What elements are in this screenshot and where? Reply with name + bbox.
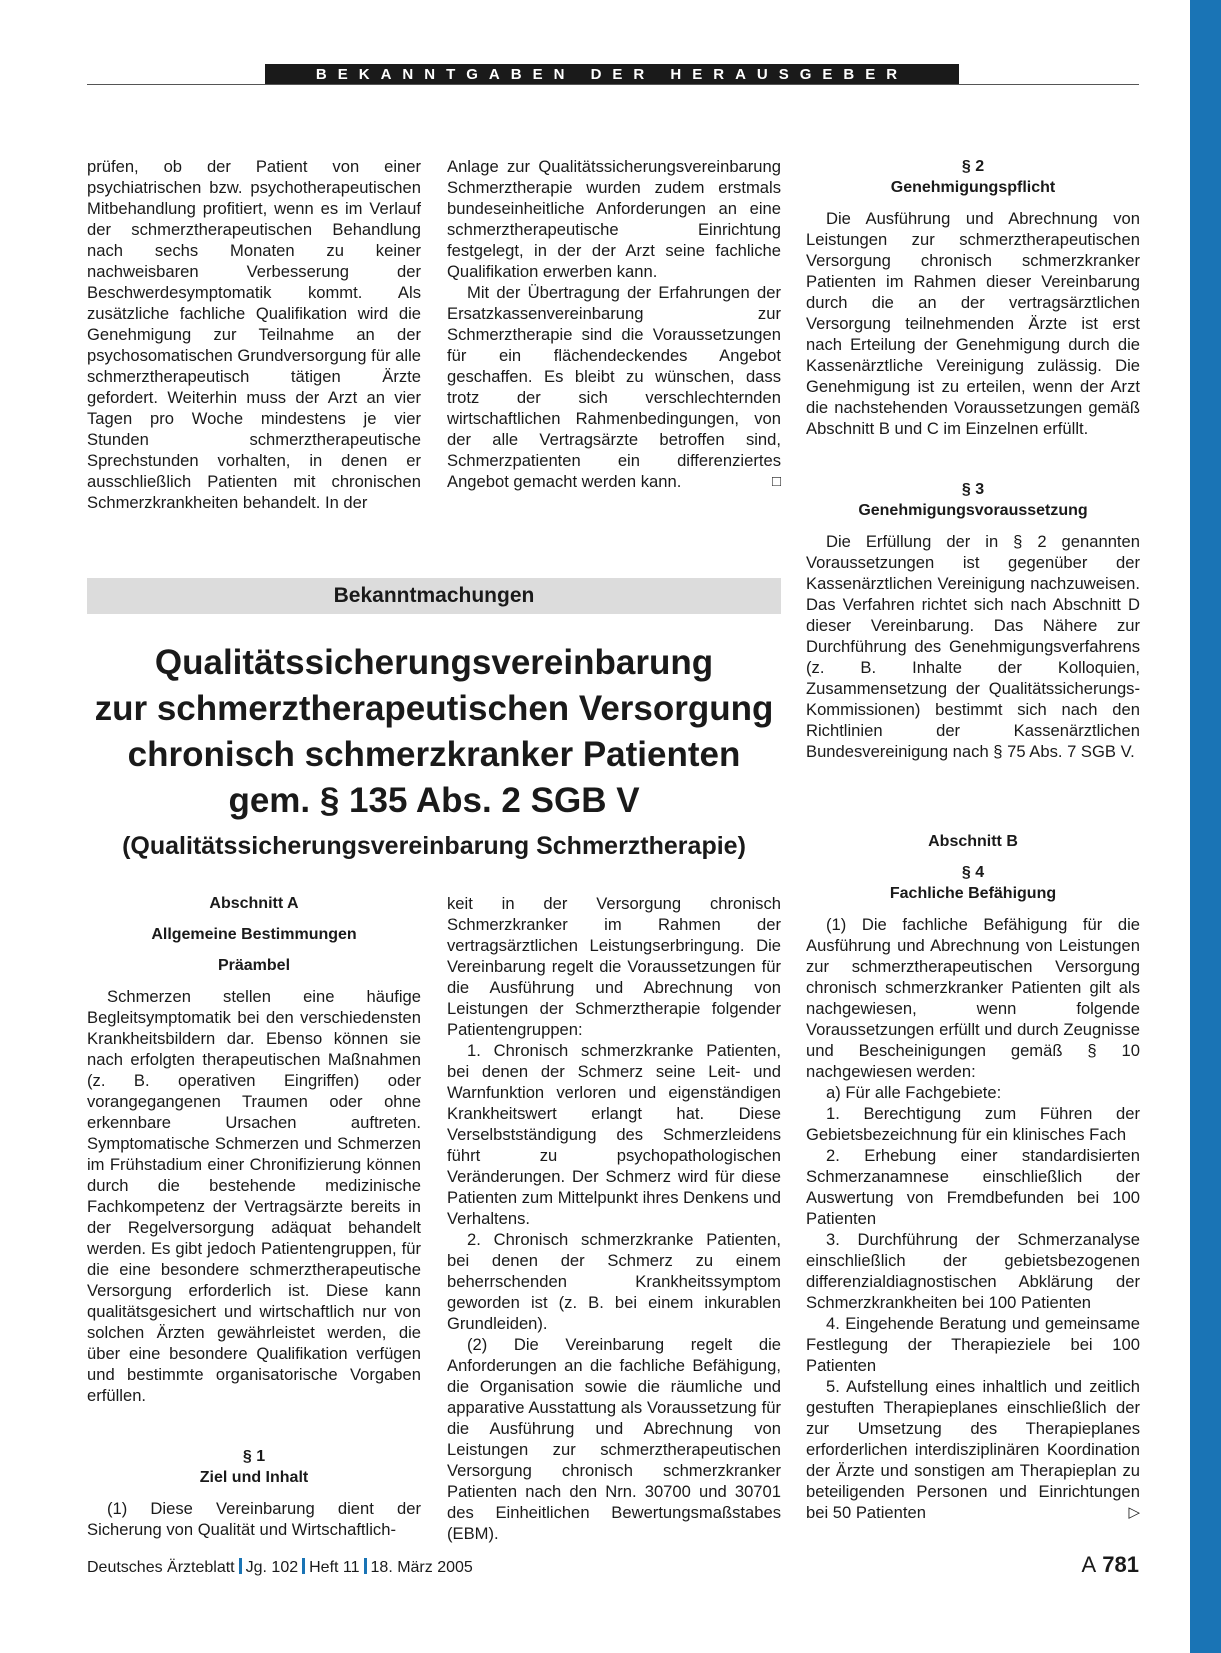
section-number: § 1 xyxy=(242,1448,266,1465)
paragraph: (2) Die Vereinbarung regelt die Anforderungen an die fachliche Befähigung, die Organisation sowie die räumliche und apparative Ausstattung als Voraussetzung für die Ausführung und Abrechnung von Leistungen zur schmerztherapeutischen Versorgung chronisch schmerzkranker Patienten nach den Nrn. 30700 und 30701 des Einheitlichen Bewertungsmaßstabes (EBM). xyxy=(447,1335,781,1543)
section-title: Genehmigungsvoraussetzung xyxy=(858,502,1088,519)
praeambel-heading: Präambel xyxy=(217,957,291,974)
section-title: Fachliche Befähigung xyxy=(889,885,1057,902)
paragraph-text: Mit der Übertragung der Erfahrungen der Ersatzkassenvereinbarung zur Schmerztherapie sind die Voraussetzungen für ein flächendeckendes Angebot geschaffen. Es bleibt zu wünschen, dass trotz der sich verschlechternden wirtschaftlichen Rahmenbedingungen, von der alle Vertragsärzte betroffen sind, Schmerzpatienten ein differenziertes Angebot gemacht werden kann. xyxy=(447,283,781,491)
list-item: 2. Chronisch schmerzkranke Patienten, bei denen der Schmerz zu einem beherrschenden Krankheitssymptom geworden ist (z. B. bei einem inkurablen Grundleiden). xyxy=(447,1230,781,1333)
column-top-middle xyxy=(447,156,781,492)
list-item: 2. Erhebung einer standardisierten Schmerzanamnese einschließlich der Auswertung von Fremdbefunden bei 100 Patienten xyxy=(806,1146,1140,1228)
paragraph: (1) Diese Vereinbarung dient der Sicherung von Qualität und Wirtschaftlich- xyxy=(87,1499,421,1539)
paragraph: Die Ausführung und Abrechnung von Leistungen zur schmerztherapeutischen Versorgung chronisch schmerzkranker Patienten im Rahmen dieser Vereinbarung durch die an der vertragsärztlichen Versorgung teilnehmenden Ärzte ist erst nach Erteilung der Genehmigung durch die Kassenärztliche Vereinigung zulässig. Die Genehmigung ist zu erteilen, wenn der Arzt die nachstehenden Voraussetzungen gemäß Abschnitt B und C im Einzelnen erfüllt. xyxy=(806,209,1140,438)
column-right-bottom xyxy=(806,831,1140,1523)
section-label-box xyxy=(87,578,781,614)
column-bottom-middle xyxy=(447,893,781,1544)
list-item xyxy=(806,1376,1140,1523)
paragraph: prüfen, ob der Patient von einer psychiatrischen bzw. psychotherapeutischen Mitbehandlung profitiert, wenn es im Verlauf der schmerztherapeutischen Behandlung nach sechs Monaten zu keiner nachweisbaren Verbesserung der Beschwerdesymptomatik kommt. Als zusätzliche fachliche Qualifikation wird die Genehmigung zur Teilnahme an der psychosomatischen Grundversorgung für alle schmerztherapeutisch tätigen Ärzte gefordert. Weiterhin muss der Arzt an vier Tagen pro Woche mindestens je vier Stunden schmerztherapeutische Sprechstunden vorhalten, in denen er ausschließlich Patienten mit chronischen Schmerzkrankheiten behandelt. In der xyxy=(87,157,421,512)
section-number: § 3 xyxy=(961,481,985,498)
list-item: 3. Durchführung der Schmerzanalyse einschließlich der gebietsbezogenen differenzialdiagnostischen Abklärung der Schmerzkrankheiten bei 100 Patienten xyxy=(806,1230,1140,1312)
footer-citation xyxy=(87,1558,473,1577)
page-number xyxy=(1081,1552,1139,1578)
footer-separator xyxy=(239,1558,242,1574)
paragraph: Die Erfüllung der in § 2 genannten Voraussetzungen ist gegenüber der Kassenärztlichen Vereinigung nachzuweisen. Das Verfahren richtet sich nach Abschnitt D dieser Vereinbarung. Das Nähere zur Durchführung des Genehmigungsverfahrens (z. B. Inhalte der Kolloquien, Zusammensetzung der Qualitätssicherungs-Kommissionen) bestimmt sich nach den Richtlinien der Kassenärztlichen Bundesvereinigung nach § 75 Abs. 7 SGB V. xyxy=(806,532,1140,761)
list-item: 1. Chronisch schmerzkranke Patienten, bei denen der Schmerz seine Leit- und Warnfunktion verloren und eigenständigen Krankheitswert erlangt hat. Diese Verselbstständigung des Schmerzleidens führt zu psychopathologischen Veränderungen. Der Schmerz wird für diese Patienten zum Mittelpunkt ihres Denkens und Verhaltens. xyxy=(447,1041,781,1228)
issue: Heft 11 xyxy=(309,1559,360,1576)
section-number: § 4 xyxy=(961,864,985,881)
paragraph: Anlage zur Qualitätssicherungsvereinbarung Schmerztherapie wurden zudem erstmals bundeseinheitliche Anforderungen an eine schmerztherapeutische Einrichtung festgelegt, in der der Arzt seine fachliche Qualifikation erwerben kann. xyxy=(447,157,781,281)
paragraph: (1) Die fachliche Befähigung für die Ausführung und Abrechnung von Leistungen zur schmerztherapeutischen Versorgung chronisch schmerzkranker Patienten gilt als nachgewiesen, wenn folgende Voraussetzungen erfüllt und durch Zeugnisse und Bescheinigungen gemäß § 10 nachgewiesen werden: xyxy=(806,915,1140,1081)
blue-side-bar xyxy=(1190,0,1221,1653)
header-label: BEKANNTGABEN DER HERAUSGEBER xyxy=(315,65,909,83)
continue-arrow-icon: ▷ xyxy=(1128,1504,1140,1521)
page-number-value: 781 xyxy=(1102,1552,1139,1577)
list-item: 4. Eingehende Beratung und gemeinsame Festlegung der Therapieziele bei 100 Patienten xyxy=(806,1314,1140,1375)
journal-name: Deutsches Ärzteblatt xyxy=(87,1559,235,1576)
title-line: Qualitätssicherungsvereinbarung xyxy=(154,643,714,682)
title-line: chronisch schmerzkranker Patienten xyxy=(127,735,741,774)
section-number: § 2 xyxy=(961,158,985,175)
list-item-text: 5. Aufstellung eines inhaltlich und zeitlich gestuften Therapieplanes einschließlich der zur Umsetzung des Therapieplanes erforderlichen interdisziplinären Koordination der Ärzte und sonstigen am Therapieplan zu beteiligenden Personen und Einrichtungen bei 50 Patienten xyxy=(806,1377,1140,1522)
abschnitt-heading: Abschnitt A xyxy=(209,895,299,912)
column-bottom-left xyxy=(87,893,421,1540)
title-line: gem. § 135 Abs. 2 SGB V xyxy=(228,781,640,820)
list-item: 1. Berechtigung zum Führen der Gebietsbezeichnung für ein klinisches Fach xyxy=(806,1104,1140,1144)
subsection-heading: Allgemeine Bestimmungen xyxy=(151,926,357,943)
volume: Jg. 102 xyxy=(245,1559,299,1576)
paragraph xyxy=(447,282,781,492)
footer-separator xyxy=(364,1558,367,1574)
issue-date: 18. März 2005 xyxy=(370,1559,473,1576)
section-label: Bekanntmachungen xyxy=(333,584,535,607)
page-footer xyxy=(87,1552,1139,1580)
footer-separator xyxy=(302,1558,305,1574)
header-rule xyxy=(87,84,1139,85)
section-title: Ziel und Inhalt xyxy=(199,1469,309,1486)
column-right-top xyxy=(806,156,1140,762)
paragraph: keit in der Versorgung chronisch Schmerzkranker im Rahmen der vertragsärztlichen Leistungserbringung. Die Vereinbarung regelt die Voraussetzungen für die Ausführung und Abrechnung von Leistungen der Schmerztherapie folgender Patientengruppen: xyxy=(447,894,781,1039)
document-title xyxy=(87,640,781,824)
document-subtitle: (Qualitätssicherungsvereinbarung Schmerztherapie) xyxy=(122,832,746,860)
paragraph: Schmerzen stellen eine häufige Begleitsymptomatik bei den verschiedensten Krankheitsbildern dar. Ebenso können sie nach erfolgten therapeutischen Maßnahmen (z. B. operativen Eingriffen) oder vorangegangenen Traumen oder ohne erkennbare Ursachen auftreten. Symptomatische Schmerzen und Schmerzen im Frühstadium einer Chronifizierung können durch die bestehende medizinische Fachkompetenz der Vertragsärzte bereits in der Regelversorgung adäquat behandelt werden. Es gibt jedoch Patientengruppen, für die eine besondere schmerztherapeutische Versorgung erforderlich ist. Diese kann qualitätsgesichert und wirtschaftlich nur von solchen Ärzten gewährleistet werden, die über eine besondere Qualifikation verfügen und bestimmte organisatorische Vorgaben erfüllen. xyxy=(87,987,421,1405)
column-top-left xyxy=(87,156,421,513)
header-banner xyxy=(265,64,959,84)
list-item: a) Für alle Fachgebiete: xyxy=(826,1083,1002,1102)
page-prefix: A xyxy=(1081,1552,1097,1577)
title-line: zur schmerztherapeutischen Versorgung xyxy=(94,689,774,728)
section-title: Genehmigungspflicht xyxy=(890,179,1056,196)
end-mark-icon: □ xyxy=(771,473,781,490)
abschnitt-heading: Abschnitt B xyxy=(928,833,1018,850)
